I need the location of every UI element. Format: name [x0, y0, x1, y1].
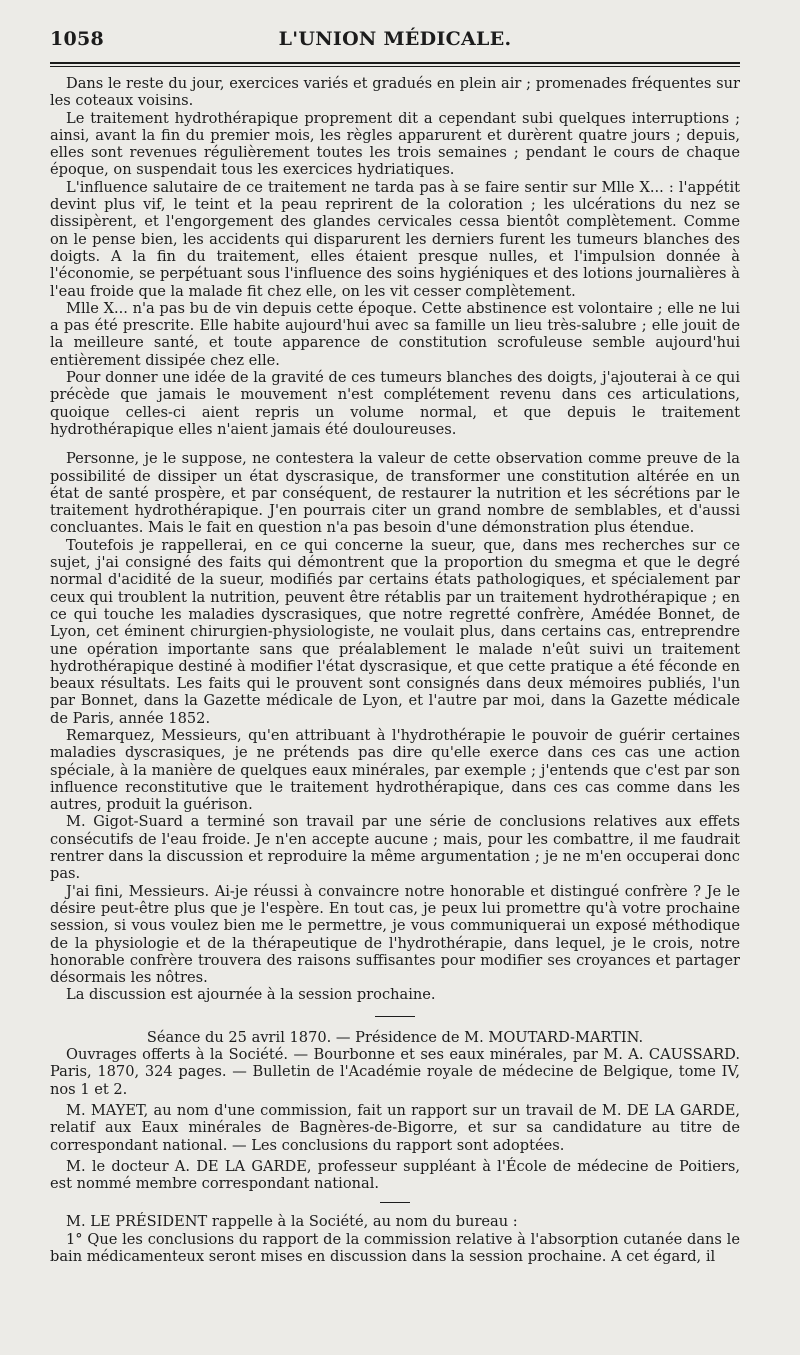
page-header — [50, 28, 740, 58]
paragraph: M. MAYET, au nom d'une commission, fait un rapport sur un travail de M. DE LA GARDE, relatif aux Eaux minérales de Bagnères-de-Bigorre, et sur sa candidature au titre de correspondant national. — Les conclusions du rapport sont adoptées. — [50, 1101, 740, 1154]
paragraph: Toutefois je rappellerai, en ce qui concerne la sueur, que, dans mes recherches sur ce sujet, j'ai consigné des faits qui démontrent que la proportion du smegma et que le degré normal d'acidité de la sueur, modifiés par certains états pathologiques, et spécialement par ceux qui troublent la nutrition, peuvent être rétablis par un traitement hydrothérapique ; en ce qui touche les maladies dyscrasiques, que notre regretté confrère, Amédée Bonnet, de Lyon, cet éminent chirurgien-physiologiste, ne voulait plus, dans certains cas, entreprendre une opération importante sans que préalablement le malade n'eût suivi un traitement hydrothérapique destiné à modifier l'état dyscrasique, et que cette pratique a été féconde en beaux résultats. Les faits qui le prouvent sont consignés dans deux mémoires publiés, l'un par Bonnet, dans la Gazette médicale de Lyon, et l'autre par moi, dans la Gazette médicale de Paris, année 1852. — [50, 536, 740, 727]
section-divider — [375, 1016, 415, 1017]
paragraph: J'ai fini, Messieurs. Ai-je réussi à convaincre notre honorable et distingué confrère ? Je le désire peut-être plus que je l'espère. En tout cas, je peux lui promettre qu'à votre prochaine session, si vous voulez bien me le permettre, je vous communiquerai un exposé méthodique de la physiologie et de la thérapeutique de l'hydrothérapie, dans lequel, je le crois, notre honorable confrère trouvera des raisons suffisantes pour modifier ses croyances et partager désormais les nôtres. — [50, 882, 740, 987]
paragraph: Ouvrages offerts à la Société. — Bourbonne et ses eaux minérales, par M. A. CAUSSARD. Paris, 1870, 324 pages. — Bulletin de l'Académie royale de médecine de Belgique, tome IV, nos 1 et 2. — [50, 1046, 740, 1098]
section-gap — [50, 438, 740, 450]
paragraph: Personne, je le suppose, ne contestera la valeur de cette observation comme preuve de la possibilité de dissiper un état dyscrasique, de transformer une constitution altérée en un état de santé prospère, et par conséquent, de restaurer la nutrition et les sécrétions par le traitement hydrothérapique. J'en pourrais citer un grand nombre de semblables, et d'aussi concluantes. Mais le fait en question n'a pas besoin d'une démonstration plus étendue. — [50, 450, 740, 537]
paragraph: Pour donner une idée de la gravité de ces tumeurs blanches des doigts, j'ajouterai à ce qui précède que jamais le mouvement n'est complétement revenu dans ces articulations, quoique celles-ci aient repris un volume normal, et que depuis le traitement hydrothérapique elles n'aient jamais été douloureuses. — [50, 369, 740, 438]
header-rule-thin — [50, 66, 740, 67]
small-divider — [380, 1202, 410, 1203]
paragraph: 1° Que les conclusions du rapport de la commission relative à l'absorption cutanée dans le bain médicamenteux seront mises en discussion dans la session prochaine. A cet égard, il — [50, 1230, 740, 1265]
paragraph: La discussion est ajournée à la session prochaine. — [66, 986, 436, 1004]
paragraph: Mlle X... n'a pas bu de vin depuis cette époque. Cette abstinence est volontaire ; elle ne lui a pas été prescrite. Elle habite aujourd'hui avec sa famille un lieu très-salubre ; elle jouit de la meilleure santé, et toute apparence de constitution scrofuleuse semble aujourd'hui entièrement dissipée chez elle. — [50, 299, 740, 369]
article-body — [50, 75, 740, 1265]
paragraph: Remarquez, Messieurs, qu'en attribuant à l'hydrothérapie le pouvoir de guérir certaines maladies dyscrasiques, je ne prétends pas dire qu'elle exerce dans ces cas une action spéciale, à la manière de quelques eaux minérales, par exemple ; j'entends que c'est par son influence reconstitutive que le traitement hydrothérapique, dans ces cas comme dans les autres, produit la guérison. — [50, 726, 740, 814]
page-number: 1058 — [50, 28, 105, 50]
paragraph: M. LE PRÉSIDENT rappelle à la Société, au nom du bureau : — [66, 1213, 518, 1231]
session-heading: Séance du 25 avril 1870. — Présidence de M. MOUTARD-MARTIN. — [146, 1028, 644, 1046]
paragraph: M. le docteur A. DE LA GARDE, professeur suppléant à l'École de médecine de Poitiers, est nommé membre correspondant national. — [50, 1157, 740, 1193]
paragraph: L'influence salutaire de ce traitement ne tarda pas à se faire sentir sur Mlle X... : l'appétit devint plus vif, le teint et la peau reprirent de la coloration ; les ulcérations du nez se dissipèrent, et l'engorgement des glandes cervicales cessa bientôt complètement. Comme on le pense bien, les accidents qui disparurent les derniers furent les tumeurs blanches des doigts. A la fin du traitement, elles étaient presque nulles, et l'impulsion donnée à l'économie, se perpétuant sous l'influence des soins hygiéniques et des lotions journalières à l'eau froide que la malade fit chez elle, on les vit cesser complètement. — [50, 178, 740, 300]
paragraph: M. Gigot-Suard a terminé son travail par une série de conclusions relatives aux effets consécutifs de l'eau froide. Je n'en accepte aucune ; mais, pour les combattre, il me faudrait rentrer dans la discussion et reproduire la même argumentation ; je ne m'en occuperai donc pas. — [50, 813, 740, 883]
header-rule — [50, 62, 740, 64]
journal-title: L'UNION MÉDICALE. — [278, 28, 512, 50]
paragraph: Le traitement hydrothérapique proprement dit a cependant subi quelques interruptions ; ainsi, avant la fin du premier mois, les règles apparurent et durèrent quatre jours ; depuis, elles sont revenues régulièrement toutes les trois semaines ; pendant le cours de chaque époque, on suspendait tous les exercices hydriatiques. — [50, 109, 740, 179]
paragraph: Dans le reste du jour, exercices variés et gradués en plein air ; promenades fréquentes sur les coteaux voisins. — [50, 75, 740, 110]
